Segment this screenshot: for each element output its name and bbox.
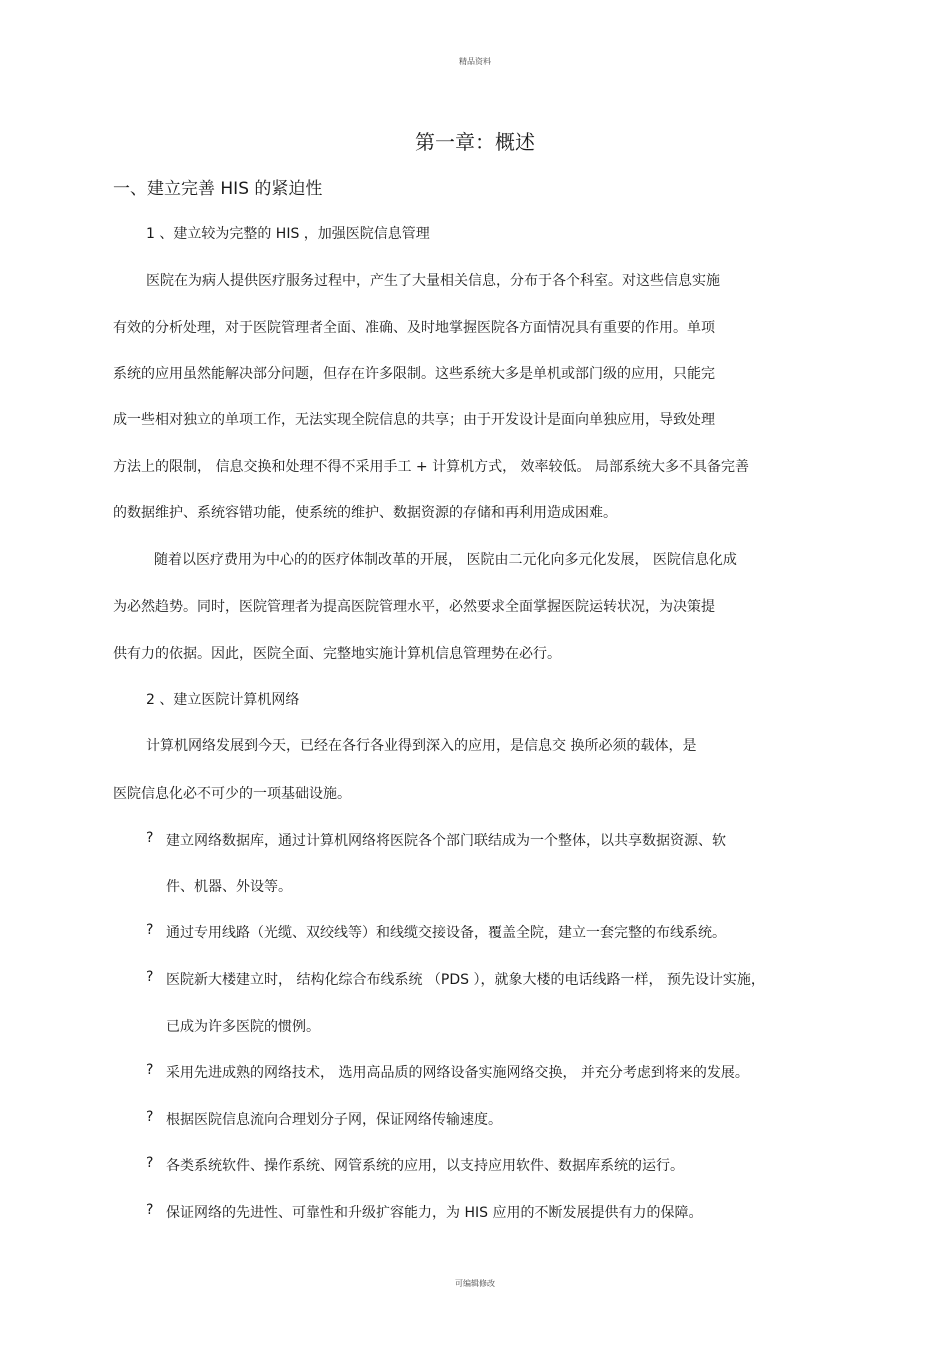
bullet-item: 通过专用线路（光缆、双绞线等）和线缆交接设备，覆盖全院，建立一套完整的布线系统。 bbox=[166, 925, 726, 941]
bullet-icon: ? bbox=[146, 1155, 154, 1171]
paragraph-line: 医院在为病人提供医疗服务过程中，产生了大量相关信息，分布于各个科室。对这些信息实施 bbox=[146, 273, 720, 289]
bullet-icon: ? bbox=[146, 922, 154, 938]
bullet-item-continuation: 已成为许多医院的惯例。 bbox=[166, 1019, 320, 1035]
bullet-icon: ? bbox=[146, 830, 154, 846]
chapter-title: 第一章：概述 bbox=[415, 130, 535, 154]
page-header: 精品资料 bbox=[459, 57, 491, 66]
bullet-item: 各类系统软件、操作系统、网管系统的应用，以支持应用软件、数据库系统的运行。 bbox=[166, 1158, 684, 1174]
bullet-icon: ? bbox=[146, 1109, 154, 1125]
page-footer: 可编辑修改 bbox=[455, 1279, 495, 1288]
bullet-item: 建立网络数据库，通过计算机网络将医院各个部门联结成为一个整体，以共享数据资源、软 bbox=[166, 833, 726, 849]
paragraph-line: 随着以医疗费用为中心的的医疗体制改革的开展， 医院由二元化向多元化发展， 医院信息化成 bbox=[154, 552, 737, 568]
bullet-item: 医院新大楼建立时， 结构化综合布线系统 （PDS ），就象大楼的电话线路一样， 预先设计实施， bbox=[166, 972, 765, 988]
section-title: 一、建立完善 HIS 的紧迫性 bbox=[113, 179, 323, 199]
paragraph-line: 的数据维护、系统容错功能，使系统的维护、数据资源的存储和再利用造成困难。 bbox=[113, 505, 617, 521]
paragraph-line: 计算机网络发展到今天，已经在各行各业得到深入的应用，是信息交 换所必须的载体，是 bbox=[146, 738, 697, 754]
bullet-icon: ? bbox=[146, 969, 154, 985]
paragraph-line: 成一些相对独立的单项工作，无法实现全院信息的共享；由于开发设计是面向单独应用，导致处理 bbox=[113, 412, 715, 428]
bullet-item: 保证网络的先进性、可靠性和升级扩容能力，为 HIS 应用的不断发展提供有力的保障。 bbox=[166, 1205, 703, 1221]
subsection-title-2: 2 、建立医院计算机网络 bbox=[146, 692, 300, 708]
bullet-item: 采用先进成熟的网络技术， 选用高品质的网络设备实施网络交换， 并充分考虑到将来的发展。 bbox=[166, 1065, 749, 1081]
bullet-icon: ? bbox=[146, 1202, 154, 1218]
bullet-item: 根据医院信息流向合理划分子网，保证网络传输速度。 bbox=[166, 1112, 502, 1128]
paragraph-line: 为必然趋势。同时，医院管理者为提高医院管理水平，必然要求全面掌握医院运转状况，为决策提 bbox=[113, 599, 715, 615]
paragraph-line: 有效的分析处理，对于医院管理者全面、准确、及时地掌握医院各方面情况具有重要的作用。单项 bbox=[113, 320, 715, 336]
subsection-title-1: 1 、建立较为完整的 HIS ，加强医院信息管理 bbox=[146, 226, 430, 242]
bullet-icon: ? bbox=[146, 1062, 154, 1078]
paragraph-line: 系统的应用虽然能解决部分问题，但存在许多限制。这些系统大多是单机或部门级的应用，只能完 bbox=[113, 366, 715, 382]
bullet-item-continuation: 件、机器、外设等。 bbox=[166, 879, 292, 895]
paragraph-line: 方法上的限制， 信息交换和处理不得不采用手工 + 计算机方式， 效率较低。 局部系统大多不具备完善 bbox=[113, 459, 749, 475]
paragraph-line: 供有力的依据。因此，医院全面、完整地实施计算机信息管理势在必行。 bbox=[113, 646, 561, 662]
paragraph-line: 医院信息化必不可少的一项基础设施。 bbox=[113, 786, 351, 802]
